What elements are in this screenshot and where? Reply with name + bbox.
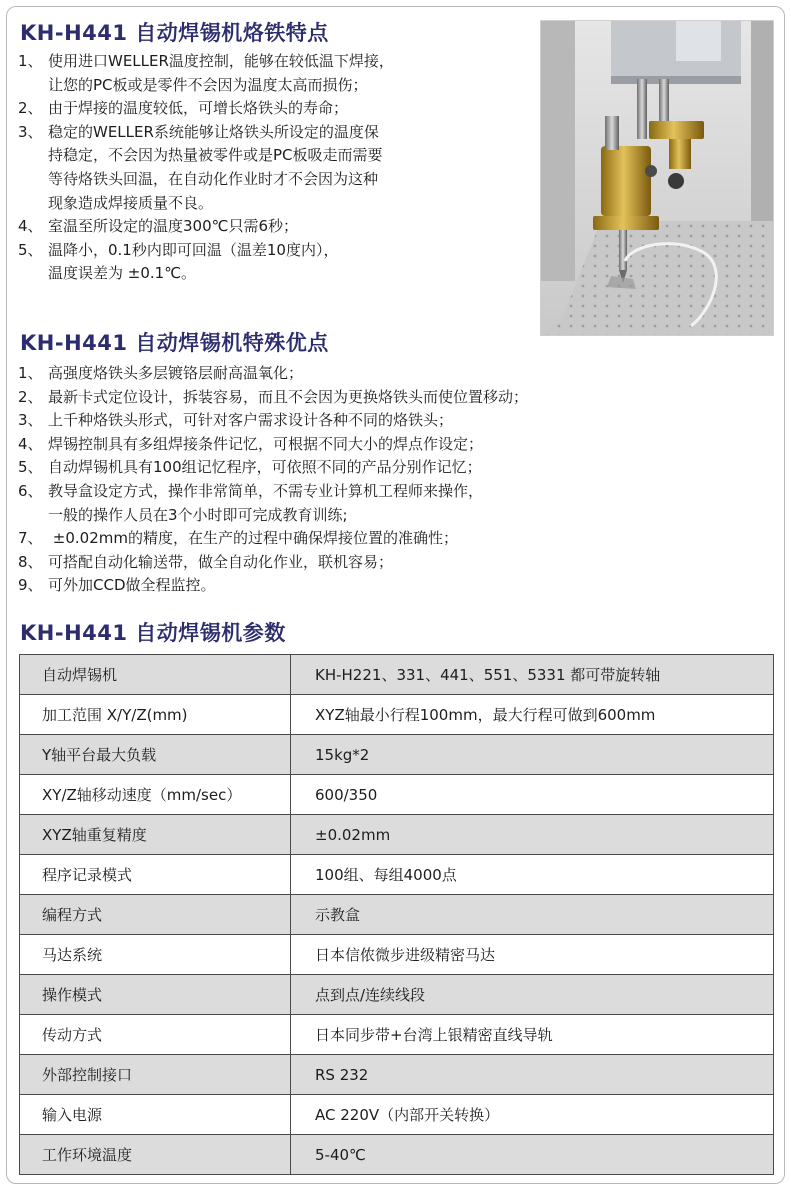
list-item-number: 2、 — [18, 387, 43, 406]
list-item-text: 室温至所设定的温度300℃只需6秒； — [48, 217, 299, 236]
param-value: 5-40℃ — [291, 1135, 774, 1175]
list-item-continuation: 温度误差为 ±0.1℃。 — [48, 264, 197, 283]
list-item-continuation: 现象造成焊接质量不良。 — [48, 193, 214, 212]
list-item-number: 4、 — [18, 217, 43, 236]
table-row — [20, 975, 774, 1015]
param-value: KH-H221、331、441、551、5331 都可带旋转轴 — [291, 655, 774, 695]
list-item — [18, 574, 638, 598]
list-item — [18, 50, 523, 97]
param-value: XYZ轴最小行程100mm，最大行程可做到600mm — [291, 695, 774, 735]
list-item-text: 上千种烙铁头形式，可针对客户需求设计各种不同的烙铁头； — [48, 411, 454, 430]
list-item-text: 高强度烙铁头多层镀铬层耐高温氧化； — [48, 364, 304, 382]
table-row — [20, 895, 774, 935]
table-row — [20, 855, 774, 895]
list-item-text: 可外加CCD做全程监控。 — [48, 576, 216, 595]
param-key: 自动焊锡机 — [20, 655, 291, 695]
param-value: AC 220V（内部开关转换） — [291, 1095, 774, 1135]
table-row — [20, 935, 774, 975]
list-item — [18, 433, 638, 457]
list-item-text: 温降小，0.1秒内即可回温（温差10度内）， — [48, 240, 339, 259]
list-item — [18, 97, 523, 121]
table-row — [20, 1095, 774, 1135]
param-value: 15kg*2 — [291, 735, 774, 775]
list-item-text: 使用进口WELLER温度控制，能够在较低温下焊接， — [48, 52, 394, 70]
param-value: RS 232 — [291, 1055, 774, 1095]
list-item — [18, 551, 638, 575]
param-value: 日本信侬微步进级精密马达 — [291, 935, 774, 975]
list-item — [18, 386, 638, 410]
param-key: 工作环境温度 — [20, 1135, 291, 1175]
list-item-number: 1、 — [18, 364, 43, 382]
list-item-number: 7、 — [18, 529, 43, 548]
list-item-text: 由于焊接的温度较低，可增长烙铁头的寿命； — [48, 99, 349, 118]
list-item-continuation: 让您的PC板或是零件不会因为温度太高而损伤； — [48, 75, 368, 94]
list-item-number: 2、 — [18, 99, 43, 118]
list-item-number: 5、 — [18, 240, 43, 259]
params-title: KH-H441 自动焊锡机参数 — [20, 621, 286, 645]
list-item-text: ±0.02mm的精度，在生产的过程中确保焊接位置的准确性； — [48, 529, 458, 548]
table-row — [20, 695, 774, 735]
list-item-continuation: 等待烙铁头回温，在自动化作业时才不会因为这种 — [48, 169, 379, 188]
table-row — [20, 775, 774, 815]
features-title: KH-H441 自动焊锡机烙铁特点 — [20, 21, 329, 45]
param-key: XY/Z轴移动速度（mm/sec） — [20, 775, 291, 815]
param-key: 外部控制接口 — [20, 1055, 291, 1095]
param-key: 马达系统 — [20, 935, 291, 975]
list-item — [18, 409, 638, 433]
param-value: ±0.02mm — [291, 815, 774, 855]
list-item-number: 8、 — [18, 552, 43, 571]
table-row — [20, 1135, 774, 1175]
list-item — [18, 480, 638, 527]
table-row — [20, 1055, 774, 1095]
list-item-number: 3、 — [18, 122, 43, 141]
list-item-number: 5、 — [18, 458, 43, 477]
list-item-number: 1、 — [18, 52, 43, 70]
param-key: Y轴平台最大负载 — [20, 735, 291, 775]
table-row — [20, 735, 774, 775]
param-key: 程序记录模式 — [20, 855, 291, 895]
params-table — [19, 654, 774, 1175]
table-row — [20, 655, 774, 695]
param-value: 日本同步带+台湾上银精密直线导轨 — [291, 1015, 774, 1055]
soldering-machine-illustration — [541, 21, 773, 335]
list-item-number: 3、 — [18, 411, 43, 430]
list-item-text: 可搭配自动化输送带，做全自动化作业，联机容易； — [48, 552, 394, 571]
special-title: KH-H441 自动焊锡机特殊优点 — [20, 331, 329, 355]
param-key: 传动方式 — [20, 1015, 291, 1055]
param-value: 点到点/连续线段 — [291, 975, 774, 1015]
list-item-text: 自动焊锡机具有100组记忆程序，可依照不同的产品分别作记忆； — [48, 458, 482, 477]
param-key: XYZ轴重复精度 — [20, 815, 291, 855]
list-item — [18, 456, 638, 480]
list-item-text: 稳定的WELLER系统能够让烙铁头所设定的温度保 — [48, 122, 379, 141]
list-item-continuation: 一般的操作人员在3个小时即可完成教育训练; — [48, 505, 348, 524]
list-item-number: 4、 — [18, 434, 43, 453]
list-item — [18, 527, 638, 551]
param-value: 示教盒 — [291, 895, 774, 935]
soldering-head-photo — [540, 20, 774, 336]
list-item — [18, 239, 523, 286]
param-key: 加工范围 X/Y/Z(mm) — [20, 695, 291, 735]
param-key: 输入电源 — [20, 1095, 291, 1135]
features-list — [18, 50, 523, 286]
list-item-number: 6、 — [18, 481, 43, 500]
list-item — [18, 215, 523, 239]
param-value: 600/350 — [291, 775, 774, 815]
list-item-text: 焊锡控制具有多组焊接条件记忆，可根据不同大小的焊点作设定； — [48, 434, 484, 453]
list-item-continuation: 持稳定，不会因为热量被零件或是PC板吸走而需要 — [48, 146, 383, 165]
param-key: 编程方式 — [20, 895, 291, 935]
param-value: 100组、每组4000点 — [291, 855, 774, 895]
table-row — [20, 815, 774, 855]
list-item-text: 教导盒设定方式，操作非常简单，不需专业计算机工程师来操作， — [48, 481, 484, 500]
advantages-list — [18, 362, 638, 598]
param-key: 操作模式 — [20, 975, 291, 1015]
list-item-text: 最新卡式定位设计，拆装容易，而且不会因为更换烙铁头而使位置移动； — [48, 387, 529, 406]
list-item — [18, 362, 638, 386]
list-item — [18, 121, 523, 215]
table-row — [20, 1015, 774, 1055]
list-item-number: 9、 — [18, 576, 43, 595]
